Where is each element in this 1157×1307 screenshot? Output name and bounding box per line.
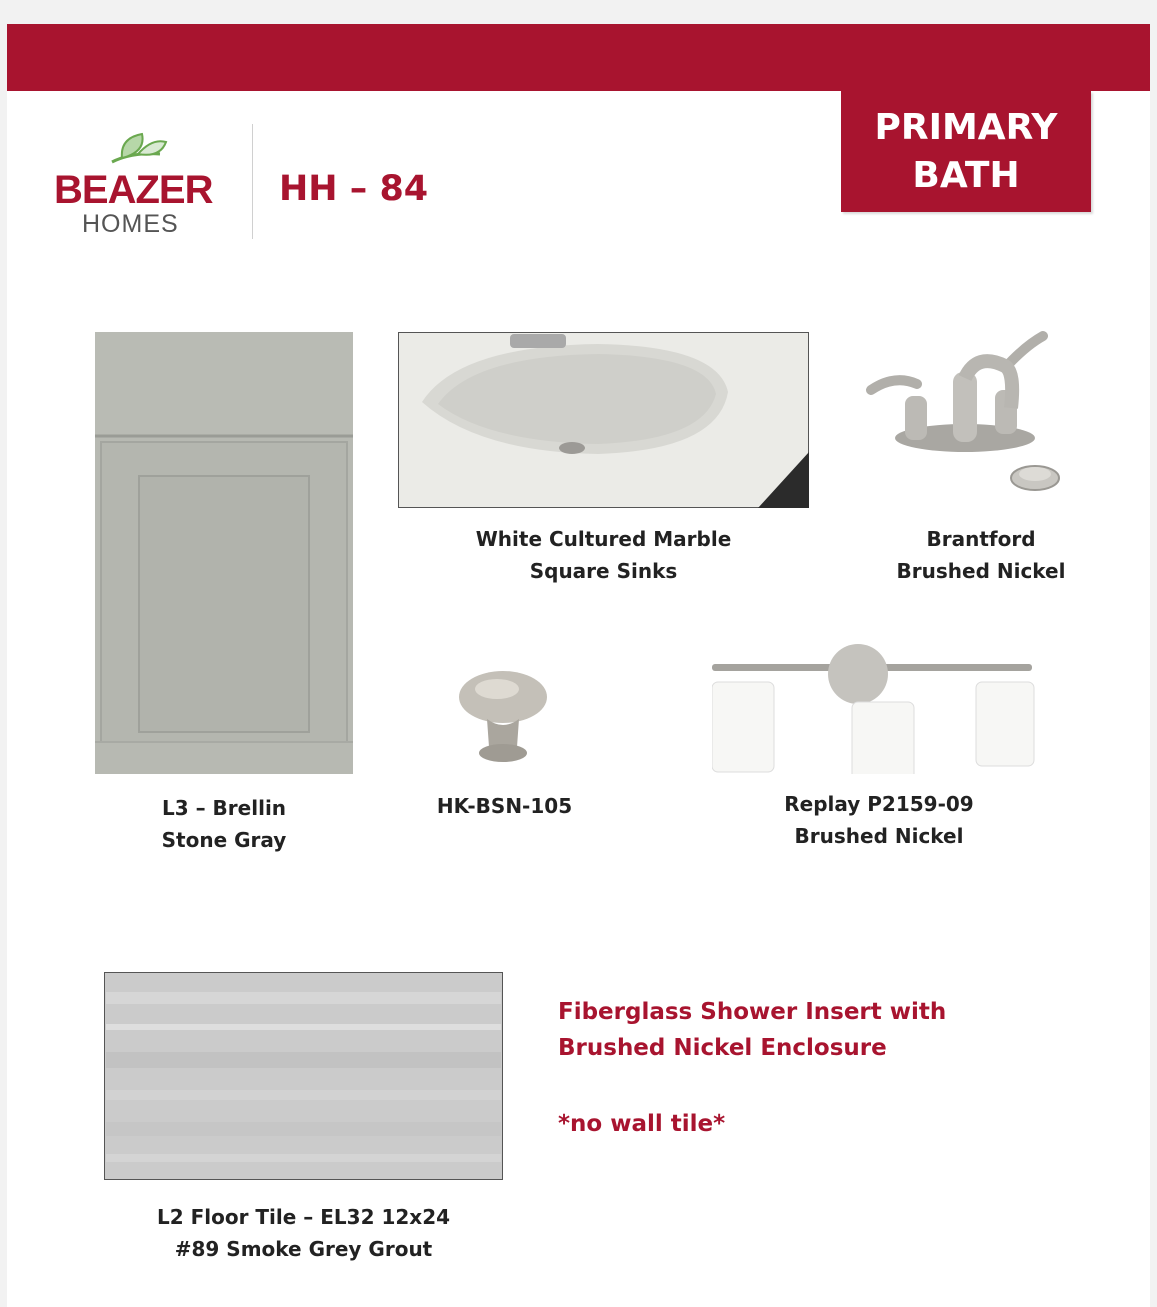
faucet-caption	[865, 523, 1097, 587]
sink-name: White Cultured Marble	[475, 527, 732, 551]
knob-model: HK-BSN-105	[436, 794, 573, 818]
room-title-line2: BATH	[912, 154, 1020, 196]
faucet-name: Brantford	[926, 527, 1036, 551]
logo-sub: HOMES	[82, 210, 179, 238]
light-finish: Brushed Nickel	[794, 824, 964, 848]
plan-code: HH – 84	[279, 169, 429, 209]
beazer-logo	[52, 124, 227, 244]
shower-description	[558, 994, 1038, 1142]
floor-tile-name: L2 Floor Tile – EL32 12x24	[156, 1205, 451, 1229]
faucet-image	[865, 330, 1065, 504]
cabinet-caption	[95, 792, 353, 856]
header-band	[7, 24, 1150, 91]
cabinet-knob-image	[457, 669, 549, 771]
leaf-icon	[102, 124, 182, 166]
knob-caption	[397, 790, 612, 822]
light-model: Replay P2159-09	[784, 792, 974, 816]
room-title	[841, 91, 1091, 212]
shower-line1: Fiberglass Shower Insert with	[558, 999, 947, 1025]
vanity-light-image	[712, 644, 1042, 778]
cabinet-name: L3 – Brellin	[161, 796, 287, 820]
logo-brand: BEAZER	[54, 168, 213, 212]
floor-tile-caption	[104, 1201, 503, 1265]
grout-color: #89 Smoke Grey Grout	[174, 1237, 433, 1261]
sink-caption	[398, 523, 809, 587]
wall-tile-note: *no wall tile*	[558, 1111, 726, 1137]
header-divider	[252, 124, 253, 239]
room-title-line1: PRIMARY	[874, 106, 1058, 148]
sink-image	[398, 332, 809, 512]
floor-tile-image	[104, 972, 503, 1184]
light-caption	[749, 788, 1009, 852]
shower-line2: Brushed Nickel Enclosure	[558, 1035, 887, 1061]
cabinet-door-image	[95, 332, 353, 778]
sink-style: Square Sinks	[529, 559, 678, 583]
cabinet-color: Stone Gray	[161, 828, 287, 852]
faucet-finish: Brushed Nickel	[896, 559, 1066, 583]
spec-sheet	[7, 24, 1150, 1307]
